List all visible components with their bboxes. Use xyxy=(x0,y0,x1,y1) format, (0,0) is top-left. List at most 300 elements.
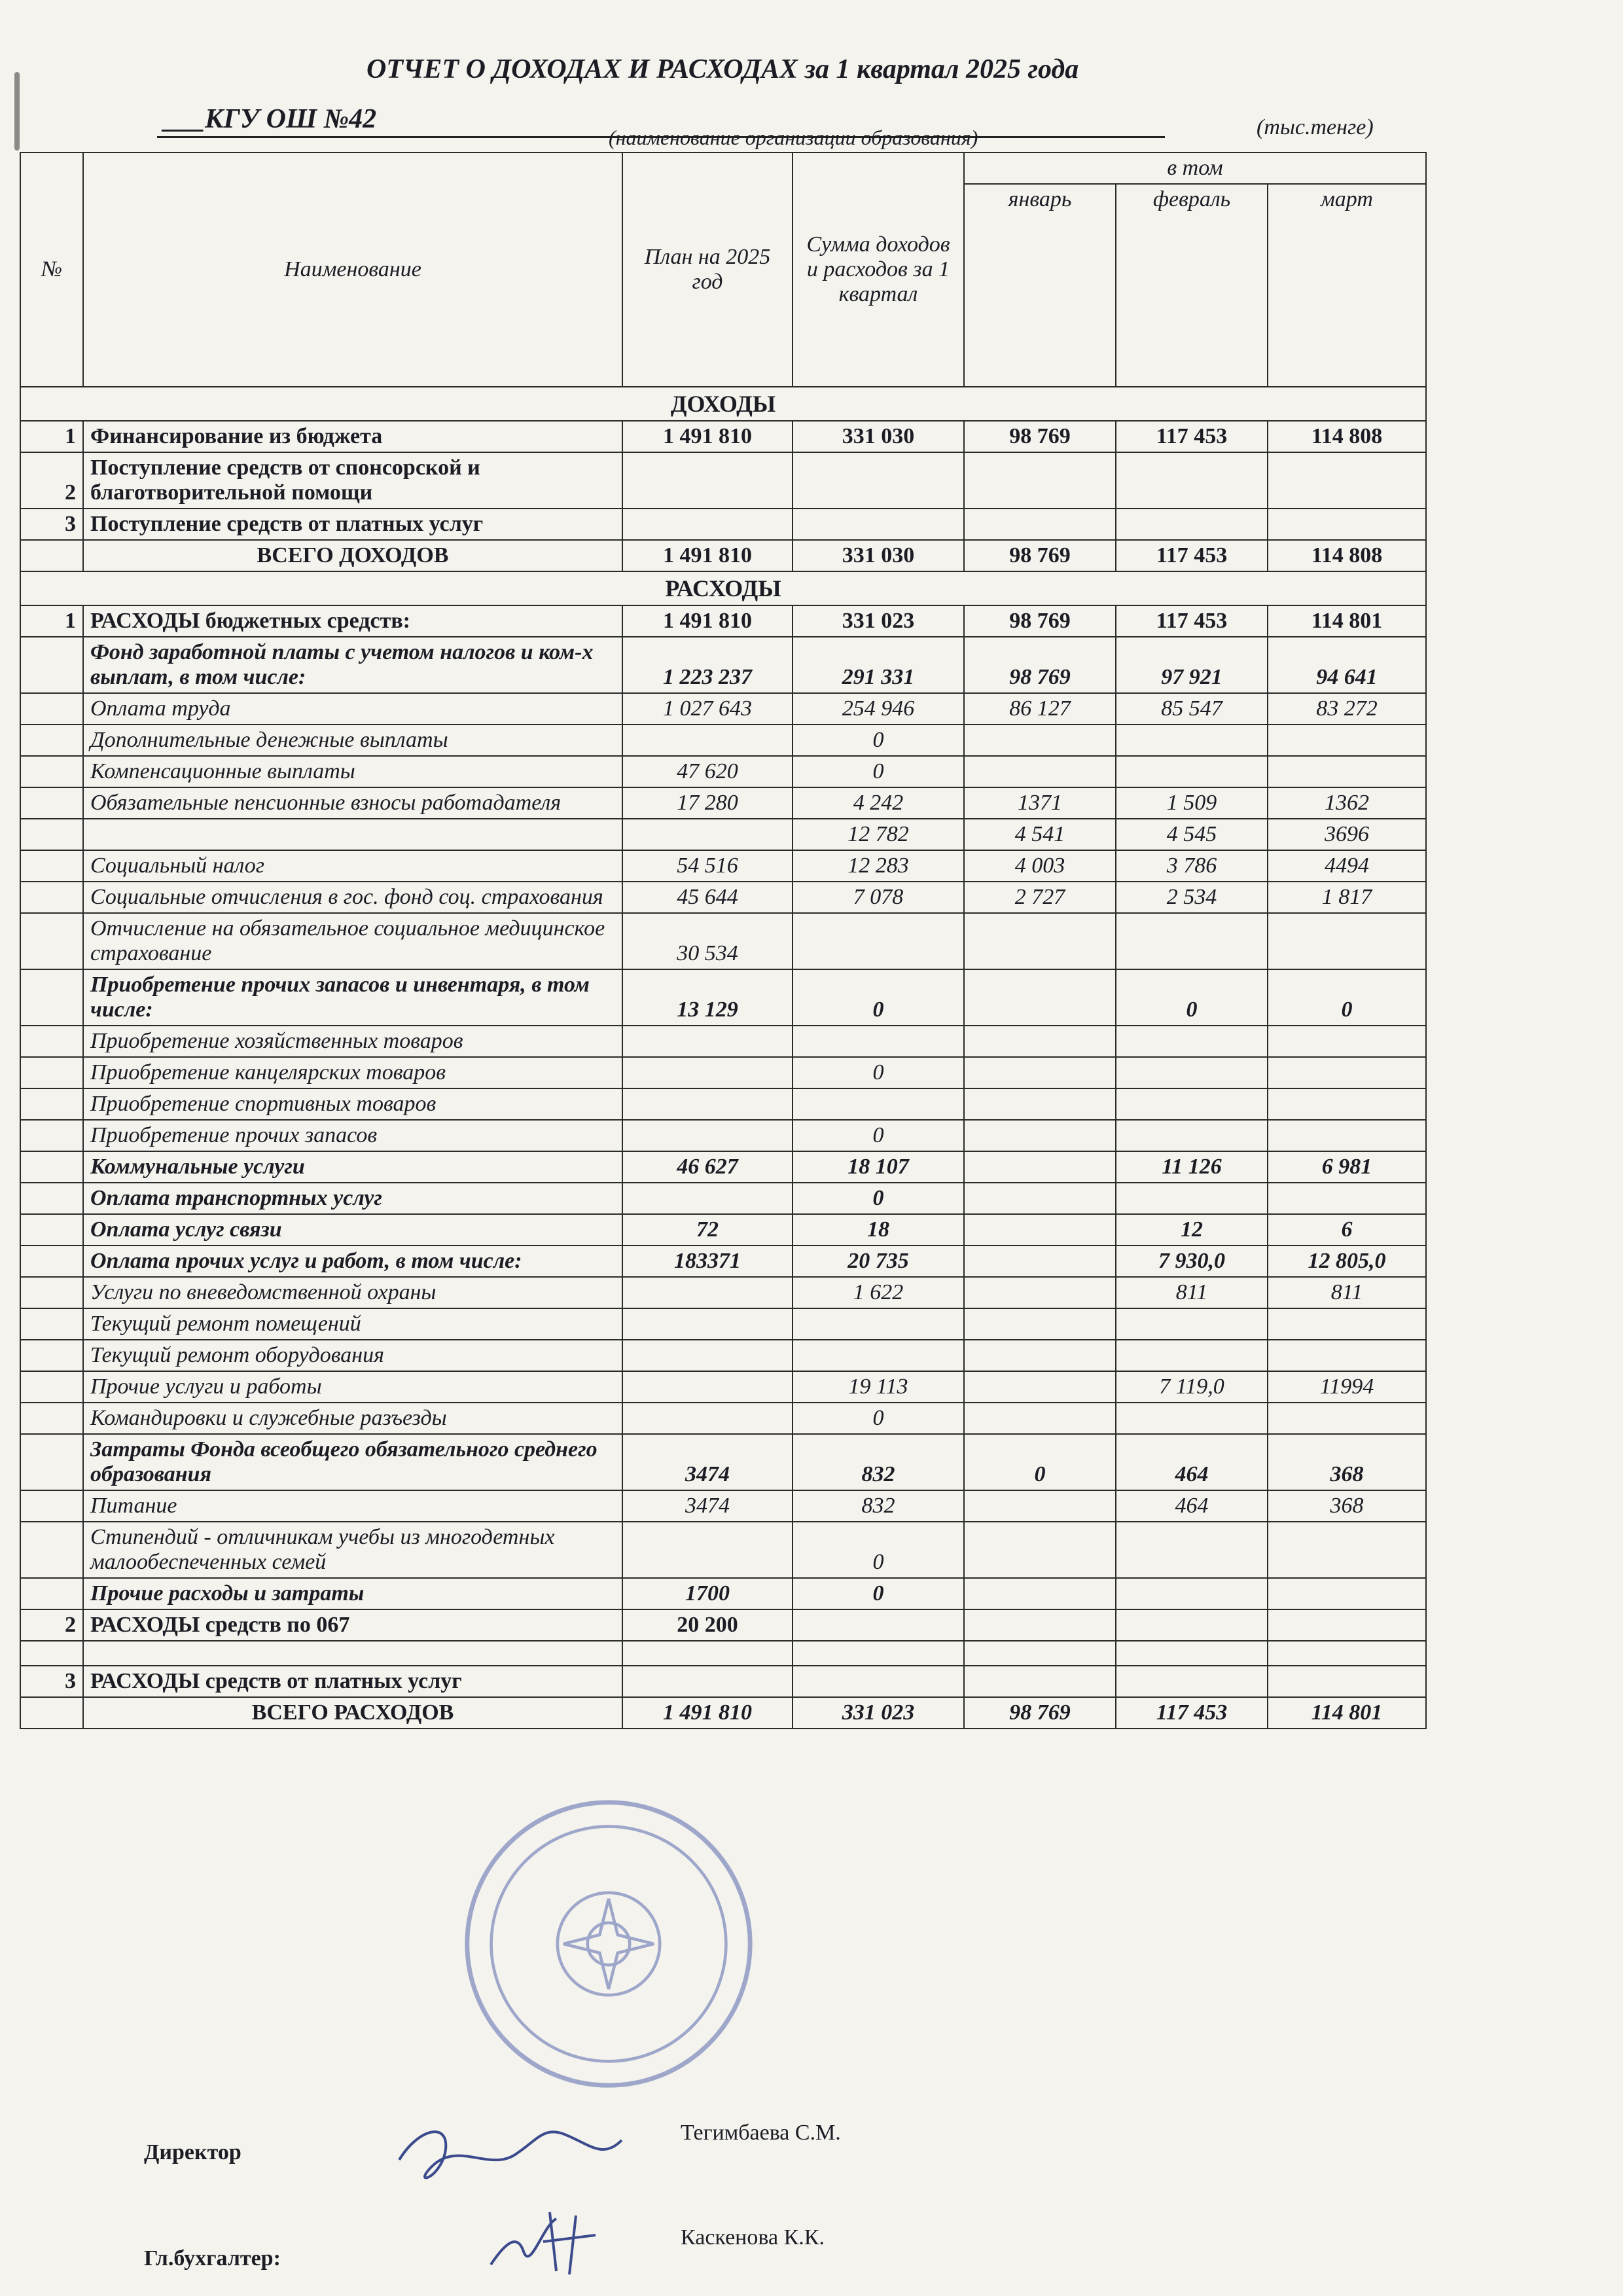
expense-row xyxy=(20,1151,1426,1183)
cell-sum: 254 946 xyxy=(793,693,964,725)
row-number xyxy=(20,1434,83,1490)
cell-jan xyxy=(964,1088,1116,1120)
cell-feb: 464 xyxy=(1116,1490,1268,1522)
expense-row xyxy=(20,756,1426,787)
cell-mar xyxy=(1268,725,1426,756)
expense-row xyxy=(20,605,1426,637)
header-plan: План на 2025 год xyxy=(622,152,793,387)
total-feb: 117 453 xyxy=(1116,1697,1268,1729)
expense-row xyxy=(20,1088,1426,1120)
cell-plan xyxy=(622,1666,793,1697)
cell-plan xyxy=(622,1026,793,1057)
unit-label: (тыс.тенге) xyxy=(1257,115,1374,139)
expense-row xyxy=(20,1609,1426,1641)
blank-cell xyxy=(1268,1641,1426,1666)
row-name: Командировки и служебные разъезды xyxy=(83,1403,622,1434)
cell-feb xyxy=(1116,756,1268,787)
row-number xyxy=(20,1214,83,1246)
cell-feb xyxy=(1116,1120,1268,1151)
cell-mar: 3696 xyxy=(1268,819,1426,850)
row-number xyxy=(20,1246,83,1277)
total-sum: 331 023 xyxy=(793,1697,964,1729)
cell-jan xyxy=(964,1183,1116,1214)
row-number: 1 xyxy=(20,421,83,452)
cell-plan: 17 280 xyxy=(622,787,793,819)
margin-mark xyxy=(14,72,20,151)
row-name: Приобретение хозяйственных товаров xyxy=(83,1026,622,1057)
cell-jan xyxy=(964,1609,1116,1641)
cell-mar xyxy=(1268,1340,1426,1371)
cell-sum: 0 xyxy=(793,725,964,756)
expense-row xyxy=(20,1057,1426,1088)
row-name: Прочие услуги и работы xyxy=(83,1371,622,1403)
row-number xyxy=(20,1578,83,1609)
section-income-row xyxy=(20,387,1426,421)
row-number xyxy=(20,787,83,819)
cell-plan xyxy=(622,819,793,850)
row-number xyxy=(20,850,83,882)
income-row xyxy=(20,452,1426,509)
total-jan: 98 769 xyxy=(964,540,1116,571)
director-name: Тегимбаева С.М. xyxy=(681,2121,841,2145)
cell-feb xyxy=(1116,1578,1268,1609)
cell-sum: 12 782 xyxy=(793,819,964,850)
cell-mar xyxy=(1268,452,1426,509)
row-number xyxy=(20,1277,83,1308)
expense-row xyxy=(20,1183,1426,1214)
accountant-name: Каскенова К.К. xyxy=(681,2225,825,2250)
expense-row xyxy=(20,1490,1426,1522)
cell-plan: 47 620 xyxy=(622,756,793,787)
cell-jan xyxy=(964,756,1116,787)
cell-mar xyxy=(1268,1666,1426,1697)
header-group: в том xyxy=(964,152,1426,184)
cell-feb xyxy=(1116,1609,1268,1641)
row-number xyxy=(20,1026,83,1057)
expense-row xyxy=(20,1340,1426,1371)
cell-sum xyxy=(793,1026,964,1057)
row-number xyxy=(20,819,83,850)
blank-cell xyxy=(964,1641,1116,1666)
cell-plan: 1 491 810 xyxy=(622,421,793,452)
total-plan: 1 491 810 xyxy=(622,1697,793,1729)
cell-jan xyxy=(964,1214,1116,1246)
expense-row xyxy=(20,1666,1426,1697)
cell-sum: 1 622 xyxy=(793,1277,964,1308)
header-name: Наименование xyxy=(83,152,622,387)
report-table xyxy=(20,152,1427,1729)
cell-plan: 3474 xyxy=(622,1490,793,1522)
cell-mar: 1 817 xyxy=(1268,882,1426,913)
blank-cell xyxy=(793,1641,964,1666)
total-sum: 331 030 xyxy=(793,540,964,571)
cell-plan: 72 xyxy=(622,1214,793,1246)
row-number xyxy=(20,1490,83,1522)
cell-sum xyxy=(793,1088,964,1120)
cell-jan xyxy=(964,1522,1116,1578)
expense-row xyxy=(20,725,1426,756)
row-name: Отчисление на обязательное социальное медицинское страхование xyxy=(83,913,622,969)
expense-row xyxy=(20,1120,1426,1151)
row-number xyxy=(20,1120,83,1151)
expense-row xyxy=(20,1246,1426,1277)
cell-feb: 11 126 xyxy=(1116,1151,1268,1183)
cell-plan: 1 491 810 xyxy=(622,605,793,637)
cell-jan: 98 769 xyxy=(964,637,1116,693)
cell-feb: 811 xyxy=(1116,1277,1268,1308)
cell-plan: 46 627 xyxy=(622,1151,793,1183)
cell-mar xyxy=(1268,1120,1426,1151)
cell-jan xyxy=(964,1340,1116,1371)
cell-feb: 0 xyxy=(1116,969,1268,1026)
cell-feb: 2 534 xyxy=(1116,882,1268,913)
cell-jan xyxy=(964,1666,1116,1697)
cell-mar xyxy=(1268,913,1426,969)
total-feb: 117 453 xyxy=(1116,540,1268,571)
cell-mar: 368 xyxy=(1268,1490,1426,1522)
expense-row xyxy=(20,1403,1426,1434)
cell-feb xyxy=(1116,725,1268,756)
row-number xyxy=(20,1183,83,1214)
cell-plan: 13 129 xyxy=(622,969,793,1026)
cell-mar: 4494 xyxy=(1268,850,1426,882)
cell-mar: 0 xyxy=(1268,969,1426,1026)
cell-sum: 18 107 xyxy=(793,1151,964,1183)
cell-jan xyxy=(964,509,1116,540)
section-expense-title: РАСХОДЫ xyxy=(20,571,1426,605)
blank-row xyxy=(20,1641,1426,1666)
row-number xyxy=(20,1057,83,1088)
cell-jan xyxy=(964,1578,1116,1609)
header-sum: Сумма доходов и расходов за 1 квартал xyxy=(793,152,964,387)
cell-feb xyxy=(1116,1666,1268,1697)
cell-sum xyxy=(793,1340,964,1371)
row-name: Прочие расходы и затраты xyxy=(83,1578,622,1609)
row-name: Дополнительные денежные выплаты xyxy=(83,725,622,756)
cell-sum xyxy=(793,1666,964,1697)
row-name: Оплата труда xyxy=(83,693,622,725)
signature-block xyxy=(144,2121,1126,2278)
cell-plan xyxy=(622,509,793,540)
cell-mar: 6 xyxy=(1268,1214,1426,1246)
row-number xyxy=(20,1340,83,1371)
cell-jan xyxy=(964,1403,1116,1434)
cell-sum: 0 xyxy=(793,1183,964,1214)
cell-jan xyxy=(964,1490,1116,1522)
cell-plan: 1 223 237 xyxy=(622,637,793,693)
cell-feb xyxy=(1116,1057,1268,1088)
header-february: февраль xyxy=(1116,184,1268,387)
cell-sum xyxy=(793,913,964,969)
cell-jan xyxy=(964,1151,1116,1183)
row-name: Оплата прочих услуг и работ, в том числе: xyxy=(83,1246,622,1277)
row-name: РАСХОДЫ средств от платных услуг xyxy=(83,1666,622,1697)
cell-sum xyxy=(793,452,964,509)
expense-row xyxy=(20,787,1426,819)
cell-feb xyxy=(1116,1403,1268,1434)
cell-plan: 3474 xyxy=(622,1434,793,1490)
cell-jan xyxy=(964,969,1116,1026)
cell-jan: 4 003 xyxy=(964,850,1116,882)
section-income-title: ДОХОДЫ xyxy=(20,387,1426,421)
accountant-signature xyxy=(484,2206,615,2278)
total-jan: 98 769 xyxy=(964,1697,1116,1729)
row-number: 2 xyxy=(20,452,83,509)
cell-feb xyxy=(1116,1026,1268,1057)
cell-jan xyxy=(964,1308,1116,1340)
row-name: Оплата услуг связи xyxy=(83,1214,622,1246)
cell-feb: 4 545 xyxy=(1116,819,1268,850)
official-seal xyxy=(458,1793,759,2094)
cell-mar xyxy=(1268,1183,1426,1214)
row-number: 3 xyxy=(20,1666,83,1697)
expense-row xyxy=(20,1214,1426,1246)
cell-feb xyxy=(1116,1308,1268,1340)
table-header-row-1 xyxy=(20,152,1426,184)
blank-cell xyxy=(622,1641,793,1666)
expense-row xyxy=(20,1308,1426,1340)
cell-mar: 12 805,0 xyxy=(1268,1246,1426,1277)
table-body xyxy=(20,387,1426,1729)
cell-sum: 0 xyxy=(793,969,964,1026)
row-number: 2 xyxy=(20,1609,83,1641)
expense-row xyxy=(20,637,1426,693)
cell-sum: 0 xyxy=(793,756,964,787)
row-name: Поступление средств от платных услуг xyxy=(83,509,622,540)
header-no: № xyxy=(20,152,83,387)
section-expense-row xyxy=(20,571,1426,605)
income-total-label: ВСЕГО ДОХОДОВ xyxy=(83,540,622,571)
cell-sum: 18 xyxy=(793,1214,964,1246)
cell-mar: 368 xyxy=(1268,1434,1426,1490)
row-number xyxy=(20,637,83,693)
row-number xyxy=(20,693,83,725)
cell-sum: 20 735 xyxy=(793,1246,964,1277)
expense-row xyxy=(20,1522,1426,1578)
cell-plan: 54 516 xyxy=(622,850,793,882)
cell-sum xyxy=(793,1308,964,1340)
cell-plan: 45 644 xyxy=(622,882,793,913)
cell-feb: 117 453 xyxy=(1116,605,1268,637)
cell-feb xyxy=(1116,1183,1268,1214)
row-number xyxy=(20,1308,83,1340)
cell-jan xyxy=(964,1246,1116,1277)
row-name: Социальный налог xyxy=(83,850,622,882)
cell-feb: 7 930,0 xyxy=(1116,1246,1268,1277)
cell-feb xyxy=(1116,1088,1268,1120)
expense-row xyxy=(20,1277,1426,1308)
cell-jan: 0 xyxy=(964,1434,1116,1490)
cell-jan xyxy=(964,725,1116,756)
row-number xyxy=(20,1697,83,1729)
cell-feb: 464 xyxy=(1116,1434,1268,1490)
expense-total-label: ВСЕГО РАСХОДОВ xyxy=(83,1697,622,1729)
row-name: Приобретение спортивных товаров xyxy=(83,1088,622,1120)
row-name: Стипендий - отличникам учебы из многодетных малообеспеченных семей xyxy=(83,1522,622,1578)
total-plan: 1 491 810 xyxy=(622,540,793,571)
cell-feb xyxy=(1116,1522,1268,1578)
cell-feb xyxy=(1116,509,1268,540)
cell-jan xyxy=(964,913,1116,969)
director-signature xyxy=(393,2114,628,2193)
expense-row xyxy=(20,969,1426,1026)
row-number xyxy=(20,882,83,913)
cell-plan xyxy=(622,1120,793,1151)
cell-feb xyxy=(1116,913,1268,969)
income-row xyxy=(20,421,1426,452)
cell-mar: 6 981 xyxy=(1268,1151,1426,1183)
expense-row xyxy=(20,913,1426,969)
accountant-label: Гл.бухгалтер: xyxy=(144,2246,281,2270)
cell-plan xyxy=(622,1371,793,1403)
expense-row xyxy=(20,1371,1426,1403)
cell-plan xyxy=(622,1183,793,1214)
cell-sum: 331 030 xyxy=(793,421,964,452)
organization-name: ___КГУ ОШ №42 xyxy=(164,104,377,134)
cell-jan xyxy=(964,452,1116,509)
cell-sum: 0 xyxy=(793,1120,964,1151)
cell-plan: 1700 xyxy=(622,1578,793,1609)
row-number xyxy=(20,756,83,787)
row-name: Текущий ремонт помещений xyxy=(83,1308,622,1340)
cell-sum: 0 xyxy=(793,1578,964,1609)
row-number xyxy=(20,969,83,1026)
cell-sum: 331 023 xyxy=(793,605,964,637)
cell-feb xyxy=(1116,1340,1268,1371)
cell-plan xyxy=(622,1277,793,1308)
cell-mar: 1362 xyxy=(1268,787,1426,819)
blank-cell xyxy=(83,1641,622,1666)
row-number xyxy=(20,540,83,571)
expense-row xyxy=(20,1434,1426,1490)
cell-jan: 98 769 xyxy=(964,605,1116,637)
cell-feb: 1 509 xyxy=(1116,787,1268,819)
cell-plan xyxy=(622,1057,793,1088)
row-number xyxy=(20,1088,83,1120)
cell-plan xyxy=(622,1403,793,1434)
expense-row xyxy=(20,882,1426,913)
cell-feb: 12 xyxy=(1116,1214,1268,1246)
row-name: Приобретение прочих запасов xyxy=(83,1120,622,1151)
row-number xyxy=(20,1522,83,1578)
cell-jan xyxy=(964,1371,1116,1403)
row-name: Затраты Фонда всеобщего обязательного среднего образования xyxy=(83,1434,622,1490)
row-name: Приобретение канцелярских товаров xyxy=(83,1057,622,1088)
row-name: РАСХОДЫ средств по 067 xyxy=(83,1609,622,1641)
cell-plan: 183371 xyxy=(622,1246,793,1277)
cell-sum: 0 xyxy=(793,1057,964,1088)
cell-plan xyxy=(622,1522,793,1578)
row-name: Оплата транспортных услуг xyxy=(83,1183,622,1214)
organization-caption: (наименование организации образования) xyxy=(609,126,978,149)
cell-feb: 3 786 xyxy=(1116,850,1268,882)
cell-sum xyxy=(793,1609,964,1641)
cell-jan xyxy=(964,1057,1116,1088)
blank-cell xyxy=(20,1641,83,1666)
row-name xyxy=(83,819,622,850)
income-row xyxy=(20,509,1426,540)
cell-jan: 86 127 xyxy=(964,693,1116,725)
row-name: Обязательные пенсионные взносы работадателя xyxy=(83,787,622,819)
cell-feb: 117 453 xyxy=(1116,421,1268,452)
cell-feb: 97 921 xyxy=(1116,637,1268,693)
total-mar: 114 808 xyxy=(1268,540,1426,571)
cell-sum: 4 242 xyxy=(793,787,964,819)
cell-plan: 30 534 xyxy=(622,913,793,969)
cell-sum: 0 xyxy=(793,1403,964,1434)
cell-feb: 85 547 xyxy=(1116,693,1268,725)
cell-sum: 291 331 xyxy=(793,637,964,693)
cell-feb: 7 119,0 xyxy=(1116,1371,1268,1403)
row-number xyxy=(20,725,83,756)
cell-mar xyxy=(1268,1057,1426,1088)
row-name: Текущий ремонт оборудования xyxy=(83,1340,622,1371)
cell-mar xyxy=(1268,1403,1426,1434)
expense-row xyxy=(20,819,1426,850)
cell-mar xyxy=(1268,1522,1426,1578)
cell-plan xyxy=(622,725,793,756)
cell-sum: 19 113 xyxy=(793,1371,964,1403)
cell-mar: 11994 xyxy=(1268,1371,1426,1403)
cell-mar: 811 xyxy=(1268,1277,1426,1308)
row-name: Финансирование из бюджета xyxy=(83,421,622,452)
report-title: ОТЧЕТ О ДОХОДАХ И РАСХОДАХ за 1 квартал 2025 года xyxy=(366,54,1079,84)
expense-row xyxy=(20,1026,1426,1057)
row-name: Питание xyxy=(83,1490,622,1522)
total-mar: 114 801 xyxy=(1268,1697,1426,1729)
row-number xyxy=(20,1371,83,1403)
row-name: Компенсационные выплаты xyxy=(83,756,622,787)
cell-mar xyxy=(1268,1026,1426,1057)
row-number xyxy=(20,913,83,969)
row-name: РАСХОДЫ бюджетных средств: xyxy=(83,605,622,637)
income-total-row xyxy=(20,540,1426,571)
cell-jan: 2 727 xyxy=(964,882,1116,913)
cell-plan xyxy=(622,1308,793,1340)
cell-jan xyxy=(964,1120,1116,1151)
cell-sum: 7 078 xyxy=(793,882,964,913)
cell-feb xyxy=(1116,452,1268,509)
cell-mar: 114 808 xyxy=(1268,421,1426,452)
header-january: январь xyxy=(964,184,1116,387)
cell-plan: 1 027 643 xyxy=(622,693,793,725)
cell-plan xyxy=(622,452,793,509)
expense-row xyxy=(20,693,1426,725)
cell-plan xyxy=(622,1340,793,1371)
row-name: Приобретение прочих запасов и инвентаря, в том числе: xyxy=(83,969,622,1026)
cell-plan: 20 200 xyxy=(622,1609,793,1641)
cell-jan xyxy=(964,1026,1116,1057)
cell-plan xyxy=(622,1088,793,1120)
cell-mar: 94 641 xyxy=(1268,637,1426,693)
blank-cell xyxy=(1116,1641,1268,1666)
cell-mar xyxy=(1268,1308,1426,1340)
row-name: Услуги по вневедомственной охраны xyxy=(83,1277,622,1308)
cell-mar xyxy=(1268,1578,1426,1609)
expense-row xyxy=(20,1578,1426,1609)
row-name: Поступление средств от спонсорской и благотворительной помощи xyxy=(83,452,622,509)
cell-mar xyxy=(1268,756,1426,787)
row-number: 1 xyxy=(20,605,83,637)
cell-mar xyxy=(1268,1088,1426,1120)
cell-jan xyxy=(964,1277,1116,1308)
row-name: Социальные отчисления в гос. фонд соц. страхования xyxy=(83,882,622,913)
expense-row xyxy=(20,850,1426,882)
cell-mar xyxy=(1268,509,1426,540)
expense-total-row xyxy=(20,1697,1426,1729)
row-name: Фонд заработной платы с учетом налогов и ком-х выплат, в том числе: xyxy=(83,637,622,693)
cell-sum xyxy=(793,509,964,540)
